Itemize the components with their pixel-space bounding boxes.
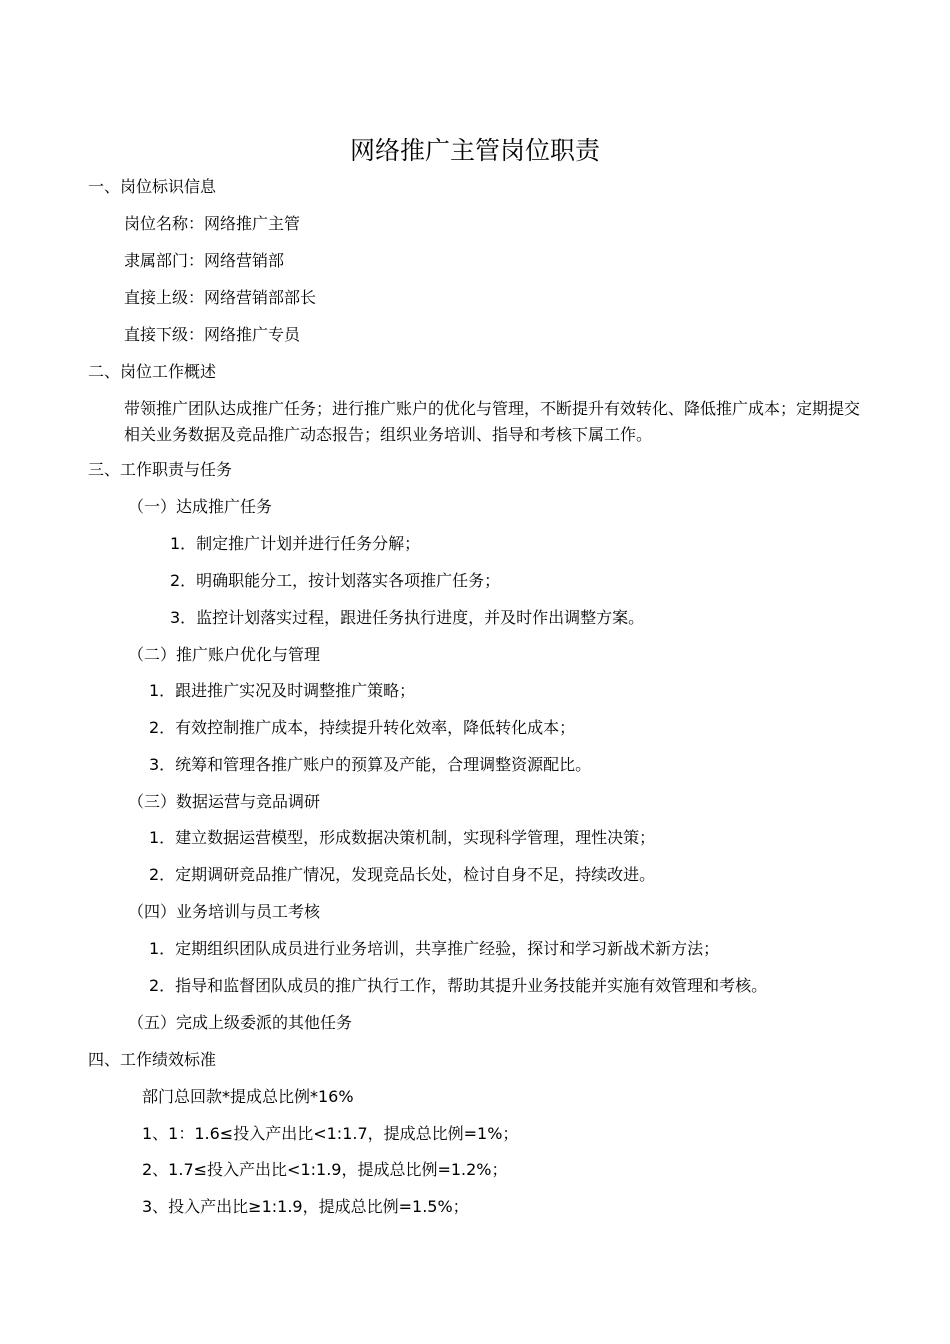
info-value: 网络营销部部长 <box>204 288 317 307</box>
info-value: 网络推广主管 <box>204 214 301 233</box>
formula-text: 部门总回款*提成总比例*16% <box>142 1087 354 1106</box>
list-item: 3．统筹和管理各推广账户的预算及产能，合理调整资源配比。 <box>149 755 592 774</box>
standard-item: 2、1.7≤投入产出比<1:1.9，提成总比例=1.2%； <box>142 1160 508 1179</box>
subsection-title: （二）推广账户优化与管理 <box>128 645 321 664</box>
list-item: 1．建立数据运营模型，形成数据决策机制，实现科学管理，理性决策； <box>149 828 656 847</box>
standard-item: 3、投入产出比≥1:1.9，提成总比例=1.5%； <box>142 1197 469 1216</box>
list-item: 3．监控计划落实过程，跟进任务执行进度，并及时作出调整方案。 <box>170 608 645 627</box>
info-label: 岗位名称： <box>124 214 205 233</box>
subsection-title: （五）完成上级委派的其他任务 <box>128 1013 353 1032</box>
info-row-subordinate <box>124 325 300 345</box>
section-heading-4: 四、工作绩效标准 <box>88 1050 217 1069</box>
info-value: 网络营销部 <box>204 251 285 270</box>
info-label: 直接下级： <box>124 325 205 344</box>
info-value: 网络推广专员 <box>204 325 301 344</box>
subsection-title: （四）业务培训与员工考核 <box>128 902 321 921</box>
list-item: 1．定期组织团队成员进行业务培训，共享推广经验，探讨和学习新战术新方法； <box>149 939 720 958</box>
page-title: 网络推广主管岗位职责 <box>349 136 600 165</box>
info-label: 隶属部门： <box>124 251 205 270</box>
list-item: 2．明确职能分工，按计划落实各项推广任务； <box>170 571 501 590</box>
subsection-title: （一）达成推广任务 <box>128 497 273 516</box>
list-item: 1．制定推广计划并进行任务分解； <box>170 534 421 553</box>
info-row-superior <box>124 288 316 308</box>
section-heading-1: 一、岗位标识信息 <box>88 177 217 196</box>
overview-paragraph: 带领推广团队达成推广任务；进行推广账户的优化与管理，不断提升有效转化、降低推广成本；定期提交相关业务数据及竞品推广动态报告；组织业务培训、指导和考核下属工作。 <box>124 399 861 444</box>
info-row-department <box>124 251 284 271</box>
subsection-title: （三）数据运营与竞品调研 <box>128 792 321 811</box>
standard-item: 1、1：1.6≤投入产出比<1:1.7，提成总比例=1%； <box>142 1124 519 1143</box>
list-item: 2．定期调研竞品推广情况，发现竞品长处，检讨自身不足，持续改进。 <box>149 865 656 884</box>
info-row-position <box>124 214 300 234</box>
info-label: 直接上级： <box>124 288 205 307</box>
section-heading-2: 二、岗位工作概述 <box>88 362 217 381</box>
list-item: 2．指导和监督团队成员的推广执行工作，帮助其提升业务技能并实施有效管理和考核。 <box>149 976 768 995</box>
list-item: 1．跟进推广实况及时调整推广策略； <box>149 681 416 700</box>
list-item: 2．有效控制推广成本，持续提升转化效率，降低转化成本； <box>149 718 576 737</box>
section-heading-3: 三、工作职责与任务 <box>88 460 233 479</box>
